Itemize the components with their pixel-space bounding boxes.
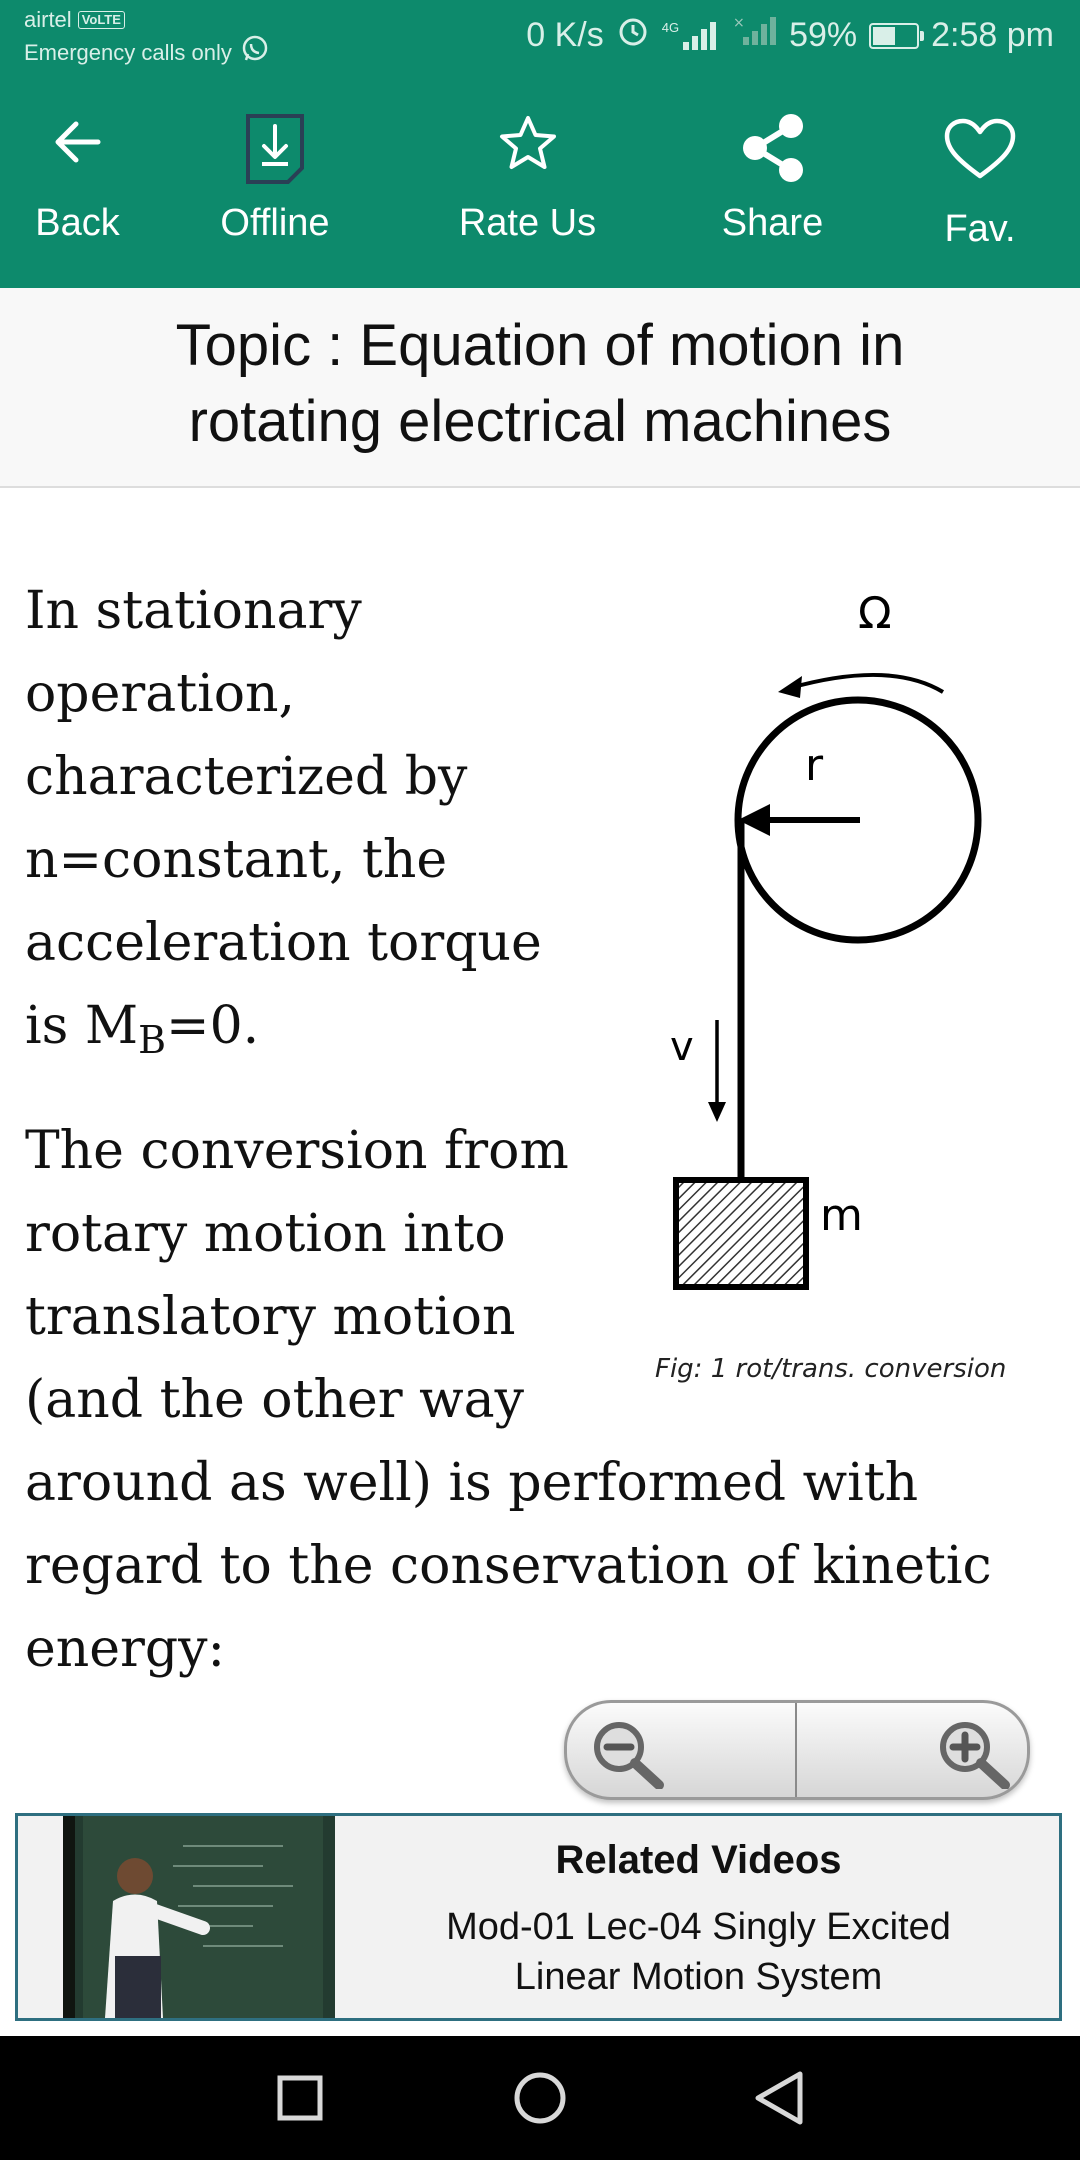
network-speed: 0 K/s [526,16,604,54]
back-button[interactable] [10,72,145,288]
omega-label: Ω [858,588,892,639]
circle-icon [500,2058,580,2138]
favourite-button[interactable] [920,72,1040,288]
rotation-translation-figure [640,580,1020,1400]
alarm-icon [616,14,650,57]
related-videos-heading: Related Videos [555,1838,842,1882]
mass-label: m [820,1190,863,1241]
square-icon [260,2058,340,2138]
clock: 2:58 pm [931,16,1054,54]
rotation-arrow [790,675,943,692]
heart-icon [943,118,1017,187]
rate-us-label: Rate Us [458,202,597,244]
topic-header [0,288,1080,488]
related-video-title-line-1: Mod-01 Lec-04 Singly Excited [446,1906,951,1948]
zoom-out-button[interactable] [567,1703,795,1797]
back-label: Back [35,202,120,244]
paragraph-2-line: regard to the conservation of kinetic [25,1536,992,1596]
triangle-back-icon [740,2058,820,2138]
paragraph-1-line: In stationary [25,581,362,641]
status-bar [0,0,1080,72]
radius-label: r [805,740,824,791]
volte-badge: VoLTE [78,11,125,29]
offline-button[interactable] [205,72,345,288]
navigation-bar [0,2036,1080,2160]
share-button[interactable] [705,72,840,288]
carrier-name: airtel [24,7,72,32]
paragraph-2-line: around as well) is performed with [25,1453,919,1513]
paragraph-1-line: characterized by [25,747,468,807]
velocity-label: v [670,1024,694,1070]
paragraph-2-line: (and the other way [25,1370,525,1430]
back-arrow-icon [50,114,106,175]
toolbar [0,72,1080,288]
related-video-title[interactable] [338,1902,1059,2002]
star-icon [498,114,558,177]
paragraph-1-line: n=constant, the [25,830,448,890]
back-nav-button[interactable] [740,2058,820,2138]
download-icon [244,112,306,191]
paragraph-2-line: rotary motion into [25,1204,506,1264]
topic-title-line-2: rotating electrical machines [188,389,892,454]
zoom-in-icon [933,1715,1013,1789]
paragraph-2-line: energy: [25,1619,226,1679]
related-video-card[interactable] [15,1813,1062,2021]
battery-percent: 59% [789,16,858,54]
whatsapp-icon [240,34,270,71]
emergency-text: Emergency calls only [24,39,232,65]
topic-title-line-1: Topic : Equation of motion in [175,313,905,378]
paragraph-2-line: The conversion from [25,1121,569,1181]
battery-icon [869,23,919,49]
velocity-arrowhead [708,1102,726,1122]
share-icon [735,110,811,191]
rate-us-button[interactable] [440,72,615,288]
paragraph-1-line: acceleration torque [25,913,542,973]
zoom-control [564,1700,1030,1800]
formula-prefix: is M [25,996,139,1056]
formula-suffix: =0. [166,996,260,1056]
mass-block [676,1180,806,1287]
svg-text:×: × [733,15,745,31]
signal-icon [662,20,721,52]
paragraph-2-line: translatory motion [25,1287,516,1347]
status-left [24,6,270,71]
recents-button[interactable] [260,2058,340,2138]
related-video-title-line-2: Linear Motion System [514,1956,883,1998]
zoom-out-icon [587,1715,667,1789]
figure-caption: Fig: 1 rot/trans. conversion [655,1354,1007,1384]
video-thumbnail[interactable] [63,1816,335,2018]
network-type: 4G [661,19,680,35]
rotation-arrowhead [778,676,802,698]
status-right [526,14,1054,57]
paragraph-1-line: operation, [25,664,296,724]
favourite-label: Fav. [944,208,1016,250]
offline-label: Offline [220,202,330,244]
home-button[interactable] [500,2058,580,2138]
formula-subscript: B [138,1018,167,1062]
share-label: Share [721,202,824,244]
signal-2-icon [733,15,777,56]
zoom-in-button[interactable] [797,1703,1025,1797]
